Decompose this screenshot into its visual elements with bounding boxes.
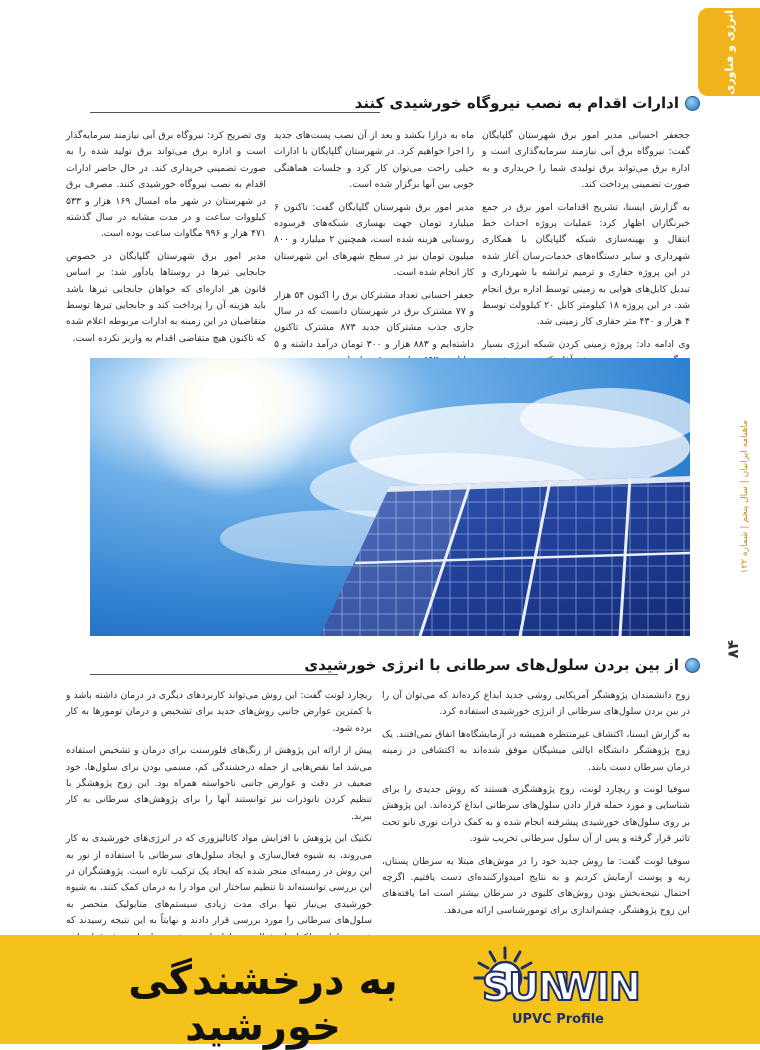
article1-column-left xyxy=(66,128,266,353)
article1-right-p2: به گزارش ایسنا، تشریح اقدامات امور برق در جمع خبرنگاران اظهار کرد: عملیات پروژه احداث خط انتقال و بهینه‌سازی شبکه گلپایگان با همکاری شهرداری و سایر دستگاه‌های خدمات‌رسان آغاز شده در این پروژه حفاری و ترمیم ترانشه با شهرداری و تبدیل کابل‌های هوایی به زمینی توسط اداره برق انجام شد. در این پروژه ۱۸ کیلومتر کابل ۲۰ کیلوولت توسط ۴ هزار و ۴۳۰ متر حفاری کار زمینی شد. xyxy=(482,201,691,328)
ad-slogan: به درخشندگی خورشید xyxy=(128,958,398,1050)
solar-panel-photo xyxy=(90,358,690,636)
article2-right-p3: سوفیا لونت و ریچارد لونت، زوج پژوهشگری هستند که روش جدیدی را برای شناسایی و مورد حمله قرار دادن سلول‌های سرطانی ابداع کرده‌اند. این پژوهش بر روی سلول‌های خورشیدی پیشرفته انجام شده و به کمک ذرات نوری نانو تحت تاثیر قرار گرفته و پس از آن سلول سرطانی تخریب شود. xyxy=(382,784,690,845)
article1-left-p1: وی تصریح کرد: نیروگاه برق آبی نیازمند سرمایه‌گذار است و اداره برق می‌تواند برق تولید شده را به صورت تضمینی خریداری کند. در حال حاضر ادارات اقدام به نصب نیروگاه خورشیدی کنند. مصرف برق در شهرستان در شهر ماه امسال ۱۶۹ هزار و ۵۳۳ کیلووات ساعت و در مدت مشابه در سال گذشته ۴۷۱ هزار و ۹۹۶ مگاوات ساعت بوده است. xyxy=(66,130,266,240)
issue-info: ماهنامه ایرانیان | سال پنجم | شماره ۱۲۲ xyxy=(740,420,750,574)
article2-column-left xyxy=(66,688,372,969)
article1-middle-p2: مدیر امور برق شهرستان گلپایگان گفت: تاکنون ۶ میلیارد تومان جهت بهسازی شبکه‌های فرسوده روستایی هزینه شده است، همچنین ۲ میلیارد و ۸۰۰ میلیون تومان نیز در سطح شهرهای این شهرستان کار انجام شده است. xyxy=(274,201,474,279)
article1-left-p2: مدیر امور برق شهرستان گلپایگان در خصوص جابجایی تیرها در روستاها یادآور شد: بر اساس قانون هر اداره‌ای که خواهان جابجایی تیرها باشد باید هزینه آن را پرداخت کند و جابجایی تیرها توسط متقاضیان در این زمینه به ادارات مربوطه اعلام شده که تاکنون هیچ متقاضی اقدام به واریز نکرده است. xyxy=(66,250,266,344)
article2-right-p2: به گزارش ایسنا، اکتشاف غیرمنتظره همیشه در آزمایشگاه‌ها اتفاق نمی‌افتند. یک زوج پژوهشگر دانشگاه ایالتی میشیگان موفق شده‌اند به اکتشافی در زمینه درمان سرطان دست یابند. xyxy=(382,728,690,773)
article2-title-rule xyxy=(90,674,338,675)
logo-win-text: WIN xyxy=(555,965,640,1009)
title-bullet-icon xyxy=(685,658,700,673)
article2-right-p1: زوج دانشمندان پژوهشگر آمریکایی روشی جدید ابداع کرده‌اند که می‌توان آن را در بین بردن سلول‌های سرطانی از انرژی خورشیدی استفاده کرد. xyxy=(382,690,690,718)
article1-column-right xyxy=(482,128,690,392)
article2-left-p3: تکنیک این پژوهش با افزایش مواد کاتالیزوری که در انرژی‌های خورشیدی به کار می‌روند، به شیوه فعال‌سازی و ایجاد سلول‌های سرطانی با استفاده از نور به این روش در زمینه‌ای منجر شده که ایجاد یک ترکیب تازه است. پژوهشگران در این بررسی توانسته‌اند تا تنظیم ساختار این مواد را به درمان کمک کنند. به شیوه خورشیدی بی‌نیاز تنها برای مدت زیادی سیستم‌های متابولیک متحصر به سلول‌های سرطانی را مورد بررسی قرار دادند و نهایتاً به این نتیجه رسیدند که xyxy=(66,833,372,927)
logo-subtitle: UPVC Profile xyxy=(512,1012,604,1027)
article1-middle-p3: جعفر احسانی تعداد مشترکان برق را اکنون ۵۴ هزار و ۷۷ مشترک برق در شهرستان دانست که در سال جاری جذب مشترکان جدید ۸۷۳ مشترک تاکنون داشته‌ایم و ۸۸۳ هزار و ۳۰۰ تومان درآمد داشته و ۵ xyxy=(274,289,475,350)
title-bullet-icon xyxy=(685,96,700,111)
article1-title-block xyxy=(355,94,700,112)
article2-right-p4: سوفیا لونت گفت: ما روش جدید خود را در موش‌های مبتلا به سرطان پستان، ریه و پوست آزمایش کردیم و به نتایج امیدوارکننده‌ای دست یافتیم. اگرچه احتمال نتیجه‌بخش بودن روش‌های کلیوی در سرطان بیشتر است اما یافته‌های این زوج پژوهشگر، چشم‌اندازی برای تومورشناسی ارائه می‌دهد. xyxy=(382,855,690,916)
article1-column-middle xyxy=(274,128,474,376)
article2-column-right xyxy=(382,688,690,925)
page-number: ۸۴ xyxy=(724,640,742,659)
article2-title-block xyxy=(304,656,700,674)
section-tab xyxy=(698,8,760,96)
article1-title: ادارات اقدام به نصب نیروگاه خورشیدی کنند xyxy=(354,94,679,112)
article2-title: از بین بردن سلول‌های سرطانی با انرژی خورشیدی xyxy=(304,656,679,674)
article1-right-p1: ججعفر احسانی مدیر امور برق شهرستان گلپایگان گفت: نیروگاه برق آبی نیازمند سرمایه‌گذاری است و اداره برق می‌تواند برق تولیدی شما را خریداری و به صورت تضمینی پرداخت کند. xyxy=(482,130,690,191)
article2-left-p1: ریچارد لونت گفت: این روش می‌تواند کاربردهای دیگری در درمان داشته باشد و با کمترین عوارض جانبی روش‌های جدید برای تشخیص و درمان تومورها به کار برده شود. xyxy=(66,690,372,734)
section-tab-label: انرژی و فناوری xyxy=(722,9,736,95)
article1-middle-p1: ماه به درازا بکشد و بعد از آن نصب پست‌های جدید را اجرا خواهیم کرد. در شهرستان گلپایگان با ادارات خیلی راحت می‌توان کار کرد و جلسات هماهنگی خوبی بین آنها برگزار شده است. xyxy=(274,130,474,191)
article1-title-rule xyxy=(90,112,380,113)
logo-sun-text: SUN xyxy=(482,965,570,1009)
article2-left-p2: پیش از ارائه این پژوهش از رنگ‌های فلورسنت برای درمان و تشخیص استفاده می‌شد اما نقص‌هایی از جمله درخشندگی کم، مسمی بودن برای سلول‌ها، خود ضعیف در دقت و عوارض جانبی ناخواسته همراه بود. این زوج پژوهشگر با تنظیم کردن نانوذرات نیز توانستند آنها را برای پژوهش‌های سرطانی به کار ببرند. xyxy=(66,745,372,822)
article1-right-p3: وی ادامه داد: پروژه زمینی کردن شبکه انرژی بسیار xyxy=(482,338,690,350)
